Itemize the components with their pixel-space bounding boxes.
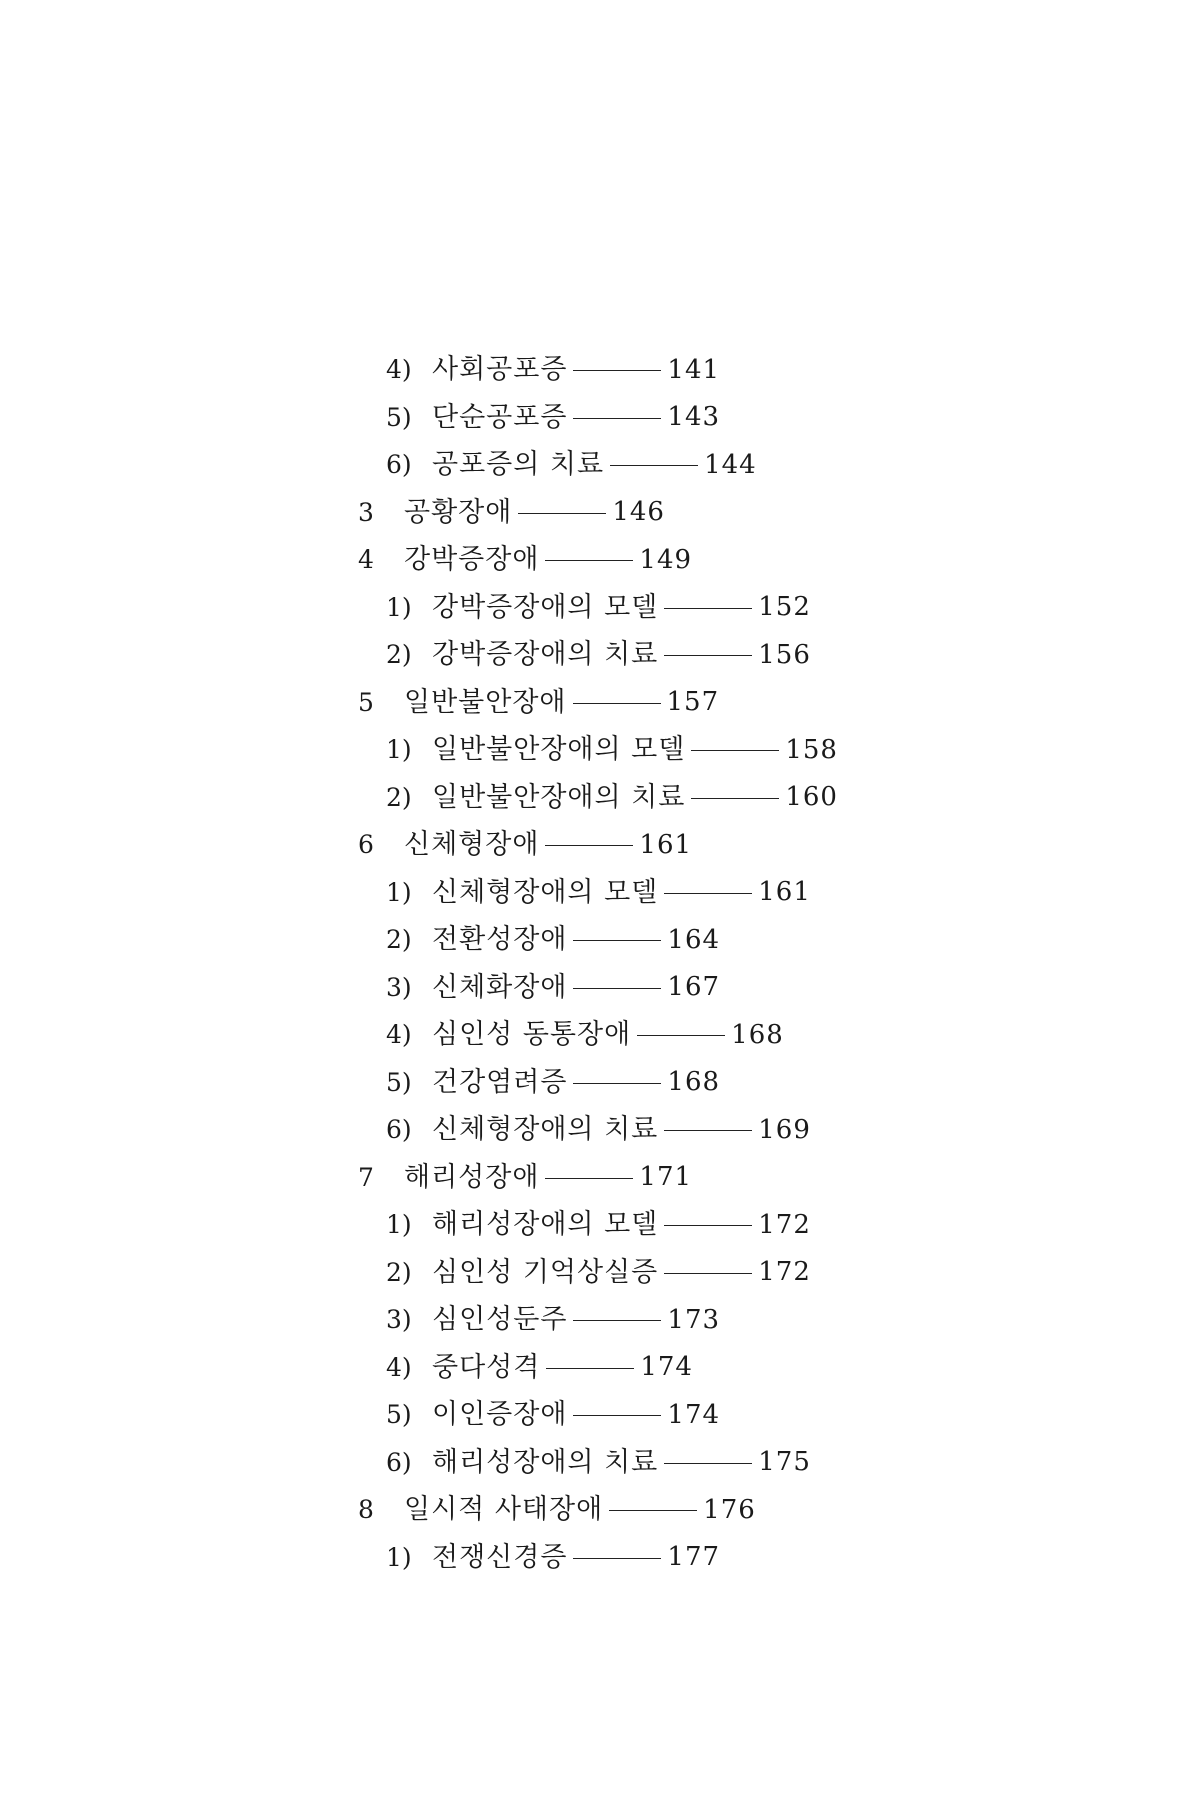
toc-entry-title: 일반불안장애의 치료 [432,781,686,813]
toc-entry-title: 신체형장애 [404,829,540,861]
toc-entry-title: 해리성장애의 모델 [432,1209,659,1241]
toc-entry-title: 공포증의 치료 [432,449,605,481]
toc-leader-dash [518,513,606,514]
toc-leader-dash [573,988,661,989]
toc-section-entry [358,1486,918,1534]
toc-leader-dash [664,1273,752,1274]
toc-subsection-entry [358,584,918,632]
toc-entry-number: 3 [358,497,374,527]
toc-section-entry [358,821,918,869]
toc-entry-page: 164 [667,924,721,955]
toc-subsection-entry [358,346,918,394]
toc-entry-title: 건강염려증 [432,1066,568,1098]
toc-section-entry [358,679,918,727]
toc-leader-dash [691,750,779,751]
toc-entry-title: 중다성격 [432,1351,541,1383]
toc-entry-title: 해리성장애의 치료 [432,1446,659,1478]
toc-subsection-entry [358,1106,918,1154]
toc-entry-number: 5 [358,687,374,717]
toc-entry-page: 173 [667,1304,721,1335]
toc-section-entry [358,489,918,537]
toc-leader-dash [545,845,633,846]
toc-entry-number: 7 [358,1162,374,1192]
toc-subsection-entry [358,1011,918,1059]
toc-entry-number: 3) [386,1305,412,1335]
toc-entry-title: 전쟁신경증 [432,1541,568,1573]
toc-entry-page: 156 [758,639,811,670]
toc-entry-title: 일시적 사태장애 [404,1494,604,1526]
toc-entry-page: 158 [785,734,838,765]
toc-entry-number: 3) [386,972,412,1002]
toc-entry-number: 4) [386,1020,412,1050]
toc-entry-page: 176 [703,1494,756,1525]
toc-leader-dash [573,1083,661,1084]
toc-entry-number: 2) [386,782,412,812]
toc-entry-page: 169 [758,1114,811,1145]
toc-entry-title: 공황장애 [404,496,513,528]
toc-entry-number: 2) [386,925,412,955]
toc-entry-page: 161 [758,877,811,908]
toc-entry-title: 신체형장애의 치료 [432,1114,659,1146]
toc-leader-dash [545,560,633,561]
toc-leader-dash [691,798,779,799]
toc-leader-dash [545,1178,633,1179]
toc-subsection-entry [358,1391,918,1439]
toc-entry-page: 175 [758,1447,811,1478]
toc-entry-page: 172 [758,1209,811,1240]
toc-subsection-entry [358,916,918,964]
toc-entry-page: 144 [704,449,757,480]
toc-subsection-entry [358,631,918,679]
toc-entry-number: 4 [358,545,374,575]
toc-subsection-entry [358,1201,918,1249]
toc-leader-dash [664,1225,752,1226]
toc-entry-page: 172 [758,1257,811,1288]
toc-entry-title: 이인증장애 [432,1399,568,1431]
toc-entry-title: 해리성장애 [404,1161,540,1193]
toc-leader-dash [573,940,661,941]
toc-entry-number: 2) [386,1257,412,1287]
toc-entry-page: 168 [667,1067,721,1098]
toc-entry-title: 심인성 기억상실증 [432,1256,659,1288]
toc-leader-dash [573,370,661,371]
toc-subsection-entry [358,1534,918,1582]
toc-entry-title: 강박증장애 [404,544,540,576]
toc-entry-title: 신체형장애의 모델 [432,876,659,908]
toc-leader-dash [609,1510,697,1511]
toc-entry-title: 신체화장애 [432,971,568,1003]
toc-subsection-entry [358,1439,918,1487]
toc-entry-page: 174 [667,1399,721,1430]
toc-leader-dash [573,1558,661,1559]
toc-entry-page: 168 [731,1019,784,1050]
toc-entry-page: 174 [640,1352,693,1383]
toc-entry-title: 강박증장애의 치료 [432,639,659,671]
toc-entry-number: 1) [386,592,412,622]
toc-leader-dash [664,893,752,894]
toc-entry-number: 1) [386,877,412,907]
toc-entry-number: 5) [386,1067,412,1097]
toc-leader-dash [573,1415,661,1416]
toc-entry-page: 141 [667,354,721,385]
toc-entry-page: 177 [667,1542,721,1573]
toc-subsection-entry [358,964,918,1012]
toc-entry-title: 단순공포증 [432,401,568,433]
toc-entry-page: 146 [612,497,665,528]
toc-entry-title: 심인성 동통장애 [432,1019,632,1051]
toc-entry-title: 강박증장애의 모델 [432,591,659,623]
toc-entry-number: 5) [386,1400,412,1430]
toc-leader-dash [610,465,698,466]
toc-entry-page: 161 [639,829,693,860]
toc-entry-title: 일반불안장애의 모델 [432,734,686,766]
toc-leader-dash [664,1463,752,1464]
toc-entry-title: 전환성장애 [432,924,568,956]
toc-entry-page: 152 [758,592,811,623]
toc-leader-dash [573,703,661,704]
toc-subsection-entry [358,1059,918,1107]
toc-leader-dash [546,1368,634,1369]
toc-section-entry [358,1154,918,1202]
toc-subsection-entry [358,726,918,774]
toc-entry-number: 1) [386,1542,412,1572]
toc-subsection-entry [358,774,918,822]
toc-entry-number: 6) [386,1447,412,1477]
toc-entry-number: 5) [386,402,412,432]
toc-entry-number: 2) [386,640,412,670]
toc-subsection-entry [358,441,918,489]
toc-leader-dash [573,1320,661,1321]
toc-subsection-entry [358,869,918,917]
toc-entry-page: 167 [667,972,721,1003]
table-of-contents [358,346,918,1581]
toc-entry-page: 160 [785,782,838,813]
toc-entry-title: 사회공포증 [432,354,568,386]
toc-subsection-entry [358,394,918,442]
toc-section-entry [358,536,918,584]
toc-leader-dash [664,1130,752,1131]
toc-entry-page: 157 [666,687,720,718]
toc-entry-page: 149 [639,544,693,575]
toc-entry-page: 171 [639,1162,693,1193]
toc-subsection-entry [358,1249,918,1297]
toc-entry-number: 4) [386,355,412,385]
toc-entry-title: 심인성둔주 [432,1304,568,1336]
toc-entry-number: 6 [358,830,374,860]
toc-entry-page: 143 [667,402,721,433]
toc-leader-dash [664,655,752,656]
toc-subsection-entry [358,1344,918,1392]
toc-leader-dash [664,608,752,609]
toc-leader-dash [573,418,661,419]
toc-entry-number: 8 [358,1495,374,1525]
toc-leader-dash [637,1035,725,1036]
toc-entry-number: 1) [386,1210,412,1240]
toc-entry-number: 4) [386,1352,412,1382]
toc-entry-title: 일반불안장애 [404,686,567,718]
toc-subsection-entry [358,1296,918,1344]
toc-entry-number: 1) [386,735,412,765]
toc-entry-number: 6) [386,1115,412,1145]
toc-entry-number: 6) [386,450,412,480]
